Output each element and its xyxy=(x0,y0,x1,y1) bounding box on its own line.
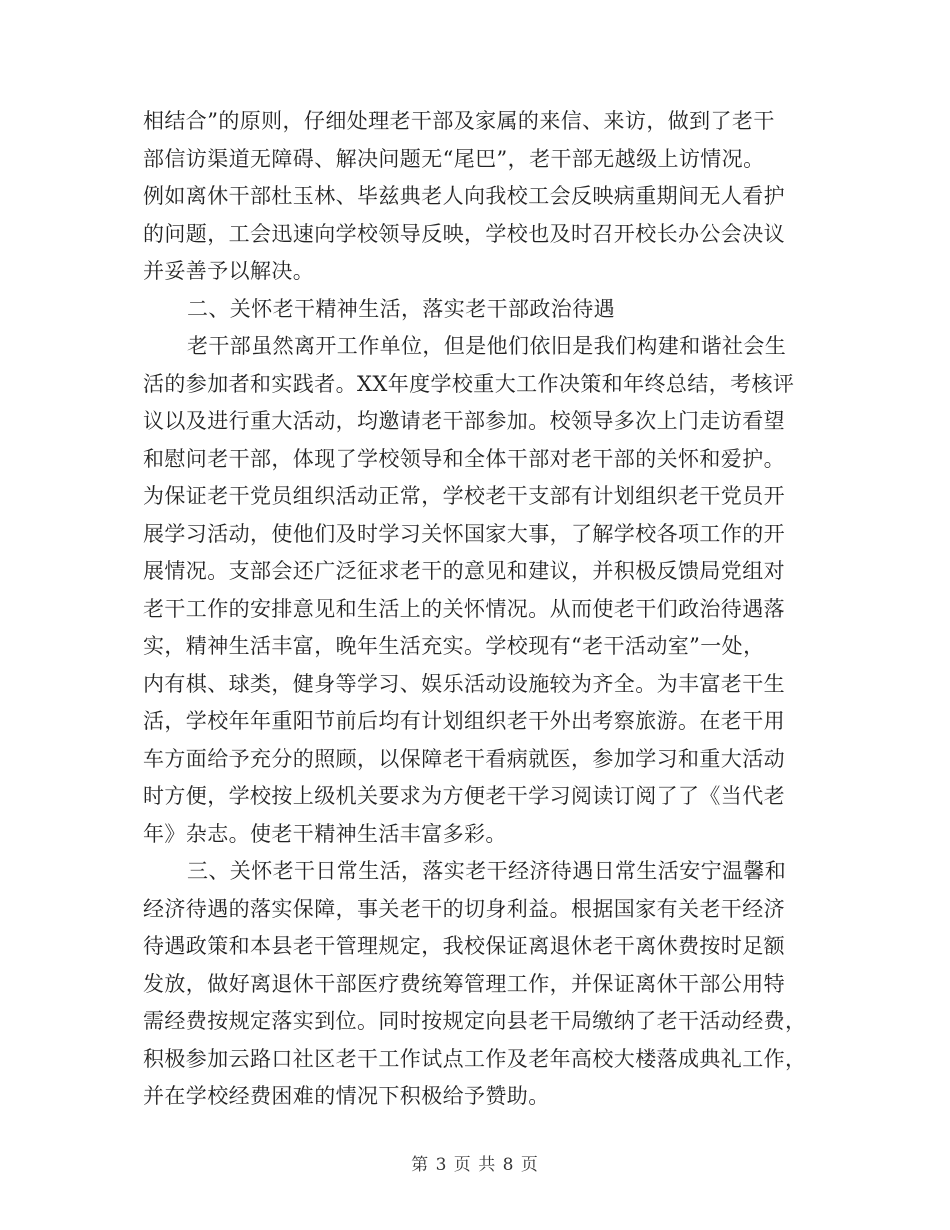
section-heading-2: 二、关怀老干精神生活，落实老干部政治待遇 xyxy=(187,296,615,321)
text-line: 活，学校年年重阳节前后均有计划组织老干外出考察旅游。在老干用 xyxy=(143,709,785,733)
text-line: 并在学校经费困难的情况下积极给予赞助。 xyxy=(143,1084,550,1108)
text-line: 展情况。支部会还广泛征求老干的意见和建议，并积极反馈局党组对 xyxy=(143,559,785,583)
document-body xyxy=(143,103,823,1116)
text-line: 发放，做好离退休干部医疗费统筹管理工作，并保证离休干部公用特 xyxy=(143,971,785,996)
text-line: 的问题，工会迅速向学校领导反映，学校也及时召开校长办公会决议 xyxy=(143,221,785,246)
text-line: 时方便，学校按上级机关要求为方便老干学习阅读订阅了了《当代老 xyxy=(143,784,785,808)
text-line: 例如离休干部杜玉林、毕兹典老人向我校工会反映病重期间无人看护 xyxy=(143,184,785,208)
text-line: 老干部虽然离开工作单位，但是他们依旧是我们构建和谐社会生 xyxy=(187,334,787,358)
text-line: 展学习活动，使他们及时学习关怀国家大事，了解学校各项工作的开 xyxy=(143,521,785,546)
text-line: 相结合”的原则，仔细处理老干部及家属的来信、来访，做到了老干 xyxy=(143,109,775,133)
text-line: 待遇政策和本县老干管理规定，我校保证离退休老干离休费按时足额 xyxy=(143,934,785,958)
text-line: 车方面给予充分的照顾，以保障老干看病就医，参加学习和重大活动 xyxy=(143,746,785,771)
text-line: 和慰问老干部，体现了学校领导和全体干部对老干部的关怀和爱护。 xyxy=(143,446,785,471)
text-line: 经济待遇的落实保障，事关老干的切身利益。根据国家有关老干经济 xyxy=(143,896,785,921)
text-line: 需经费按规定落实到位。同时按规定向县老干局缴纳了老干活动经费， xyxy=(143,1009,807,1033)
text-line: 积极参加云路口社区老干工作试点工作及老年高校大楼落成典礼工作， xyxy=(143,1046,807,1071)
text-line: 为保证老干党员组织活动正常，学校老干支部有计划组织老干党员开 xyxy=(143,484,785,508)
text-line: 议以及进行重大活动，均邀请老干部参加。校领导多次上门走访看望 xyxy=(143,409,785,433)
text-line: 年》杂志。使老干精神生活丰富多彩。 xyxy=(143,821,507,846)
text-line: 并妥善予以解决。 xyxy=(143,259,315,283)
text-line: 活的参加者和实践者。XX年度学校重大工作决策和年终总结，考核评 xyxy=(143,371,795,396)
text-line: 实，精神生活丰富，晚年生活充实。学校现有“老干活动室”一处， xyxy=(143,634,765,658)
text-line: 内有棋、球类，健身等学习、娱乐活动设施较为齐全。为丰富老干生 xyxy=(143,671,785,696)
section-heading-3: 三、关怀老干日常生活，落实老干经济待遇日常生活安宁温馨和 xyxy=(187,859,787,883)
text-line: 部信访渠道无障碍、解决问题无“尾巴”，老干部无越级上访情况。 xyxy=(143,146,765,171)
text-line: 老干工作的安排意见和生活上的关怀情况。从而使老干们政治待遇落 xyxy=(143,596,785,621)
page-number-footer: 第 3 页 共 8 页 xyxy=(411,1155,539,1175)
